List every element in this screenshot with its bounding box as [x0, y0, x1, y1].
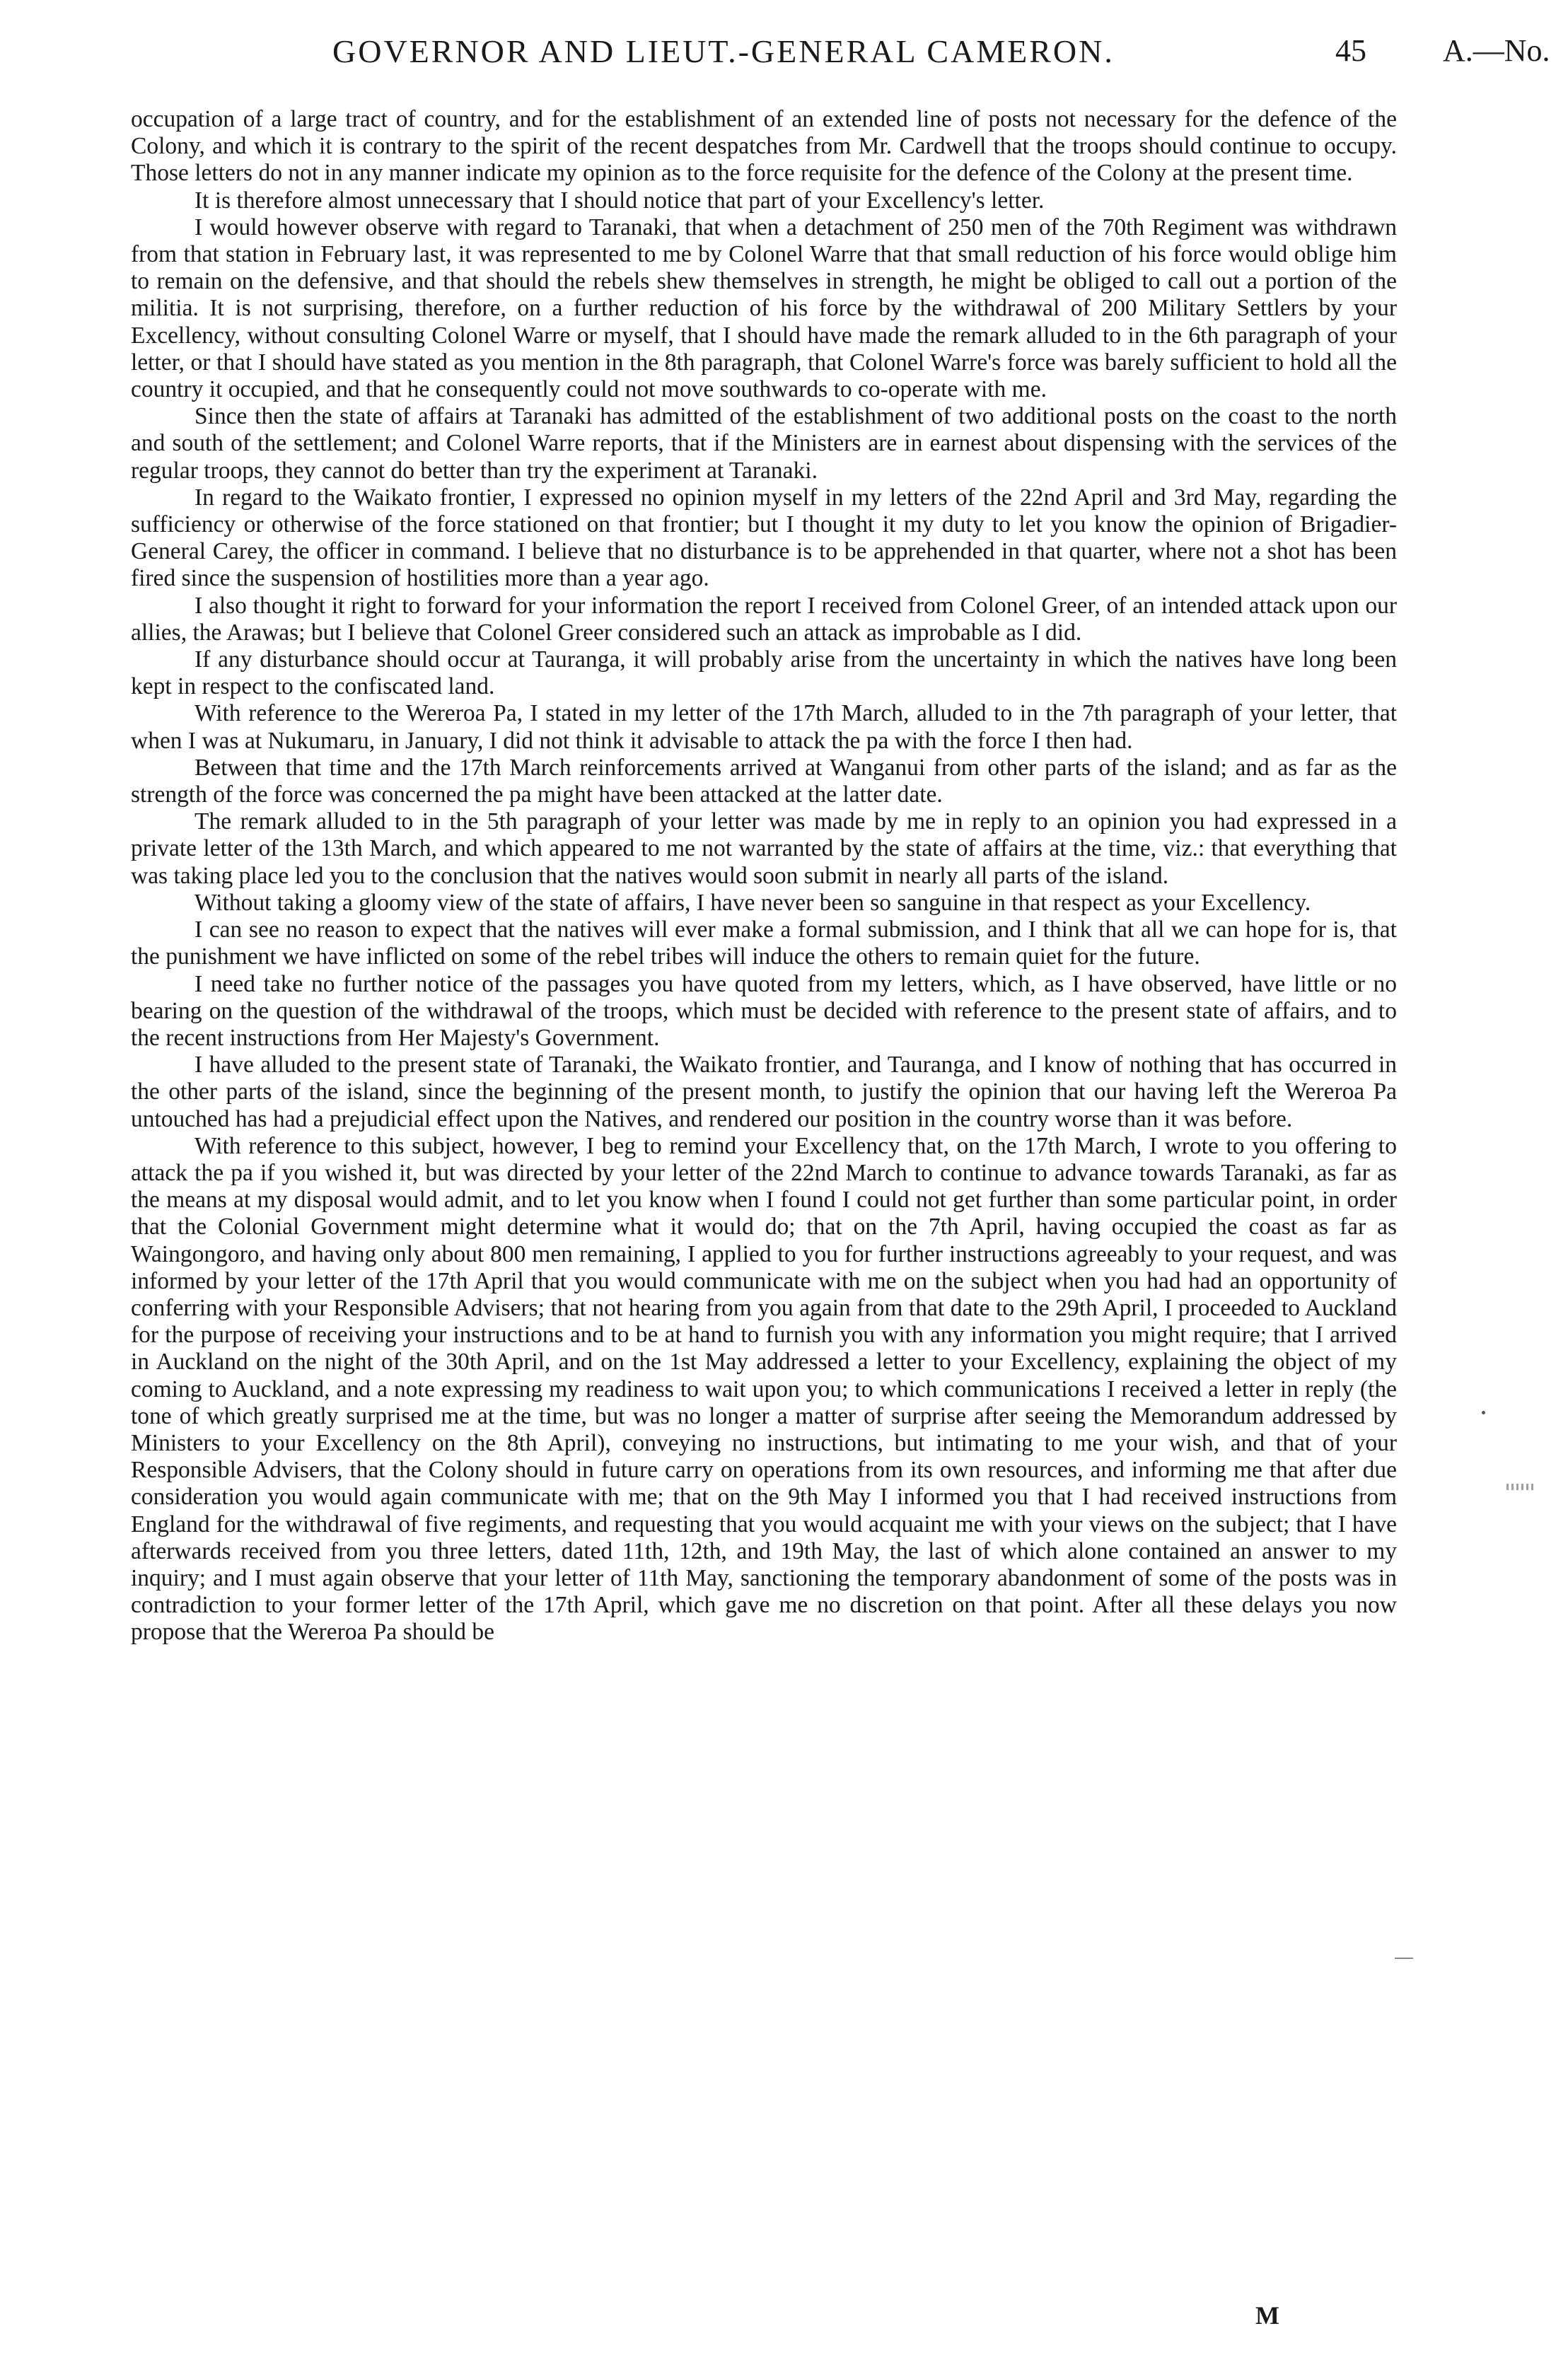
paragraph: I can see no reason to expect that the natives will ever make a formal submission, and I think that all we can hope for is, that the punishment we have inflicted on some of the rebel tribes will induce the others to remain quiet for the future.	[131, 917, 1397, 970]
page-number: 45	[1335, 33, 1366, 68]
margin-speck	[1482, 1411, 1485, 1414]
printer-signature-mark: M	[1255, 2301, 1279, 2330]
paragraph: I also thought it right to forward for your information the report I received from Colonel Greer, of an intended attack upon our allies, the Arawas; but I believe that Colonel Greer considered such an attack as improbable as I did.	[131, 592, 1397, 646]
paragraph: I have alluded to the present state of Taranaki, the Waikato frontier, and Tauranga, and I know of nothing that has occurred in the other parts of the island, since the beginning of the present month, to justify the opinion that our having left the Wereroa Pa untouched has had a prejudicial effect upon the Natives, and rendered our position in the country worse than it was before.	[131, 1052, 1397, 1132]
paragraph: I need take no further notice of the passages you have quoted from my letters, which, as I have observed, have little or no bearing on the question of the withdrawal of the troops, which must be decided with reference to the present state of affairs, and to the recent instructions from Her Majesty's Government.	[131, 970, 1397, 1051]
letter-body	[131, 106, 1397, 1646]
paragraph: With reference to the Wereroa Pa, I stated in my letter of the 17th March, alluded to in the 7th paragraph of your letter, that when I was at Nukumaru, in January, I did not think it advisable to attack the pa with the force I then had.	[131, 700, 1397, 754]
paragraph: Since then the state of affairs at Taranaki has admitted of the establishment of two additional posts on the coast to the north and south of the settlement; and Colonel Warre reports, that if the Ministers are in earnest about dispensing with the services of the regular troops, they cannot do better than try the experiment at Taranaki.	[131, 403, 1397, 484]
paragraph: occupation of a large tract of country, and for the establishment of an extended line of posts not necessary for the defence of the Colony, and which it is contrary to the spirit of the recent despatches from Mr. Cardwell that the troops should continue to occupy. Those letters do not in any manner indicate my opinion as to the force requisite for the defence of the Colony at the present time.	[131, 106, 1397, 187]
paragraph: If any disturbance should occur at Tauranga, it will probably arise from the uncertainty in which the natives have long been kept in respect to the confiscated land.	[131, 646, 1397, 700]
page-header	[0, 33, 1568, 82]
paragraph: In regard to the Waikato frontier, I expressed no opinion myself in my letters of the 22nd April and 3rd May, regarding the sufficiency or otherwise of the force stationed on that frontier; but I thought it my duty to let you know the opinion of Brigadier-General Carey, the officer in command. I believe that no disturbance is to be apprehended in that quarter, where not a shot has been fired since the suspension of hostilities more than a year ago.	[131, 484, 1397, 592]
paragraph: Without taking a gloomy view of the state of affairs, I have never been so sanguine in that respect as your Excellency.	[194, 889, 1311, 916]
margin-dash	[1395, 1958, 1413, 1959]
paragraph: Between that time and the 17th March reinforcements arrived at Wanganui from other parts of the island; and as far as the strength of the force was concerned the pa might have been attacked at the latter date.	[131, 754, 1397, 808]
margin-smudge	[1506, 1484, 1535, 1490]
paragraph: It is therefore almost unnecessary that I should notice that part of your Excellency's letter.	[194, 187, 1045, 214]
paragraph: With reference to this subject, however, I beg to remind your Excellency that, on the 17th March, I wrote to you offering to attack the pa if you wished it, but was directed by your letter of the 22nd March to continue to advance towards Taranaki, as far as the means at my disposal would admit, and to let you know when I found I could not get further than some particular point, in order that the Colonial Government might determine what it would do; that on the 7th April, having occupied the coast as far as Waingongoro, and having only about 800 men remaining, I applied to you for further instructions agreeably to your request, and was informed by your letter of the 17th April that you would communicate with me on the subject when you had had an opportunity of conferring with your Responsible Advisers; that not hearing from you again from that date to the 29th April, I proceeded to Auckland for the purpose of receiving your instructions and to be at hand to furnish you with any information you might require; that I arrived in Auckland on the night of the 30th April, and on the 1st May addressed a letter to your Excellency, explaining the object of my coming to Auckland, and a note expressing my readiness to wait upon you; to which communications I received a letter in reply (the tone of which greatly surprised me at the time, but was no longer a matter of surprise after seeing the Memorandum addressed by Ministers to your Excellency on the 8th April), conveying no instructions, but intimating to me your wish, and that of your Responsible Advisers, that the Colony should in future carry on operations from its own resources, and informing me that after due consideration you would again communicate with me; that on the 9th May I informed you that I had received instructions from England for the withdrawal of five regiments, and requesting that you would acquaint me with your views on the subject; that I have afterwards received from you three letters, dated 11th, 12th, and 19th May, the last of which alone contained an answer to my inquiry; and I must again observe that your letter of 11th May, sanctioning the temporary abandonment of some of the posts was in contradiction to your former letter of the 17th April, which gave me no discretion on that point. After all these delays you now propose that the Wereroa Pa should be	[131, 1132, 1397, 1646]
paragraph: I would however observe with regard to Taranaki, that when a detachment of 250 men of the 70th Regiment was withdrawn from that station in February last, it was represented to me by Colonel Warre that that small reduction of his force would oblige him to remain on the defensive, and that should the rebels shew themselves in strength, he might be obliged to call out a portion of the militia. It is not surprising, therefore, on a further reduction of his force by the withdrawal of 200 Military Settlers by your Excellency, without consulting Colonel Warre or myself, that I should have made the remark alluded to in the 6th paragraph of your letter, or that I should have stated as you mention in the 8th paragraph, that Colonel Warre's force was barely sufficient to hold all the country it occupied, and that he consequently could not move southwards to co-operate with me.	[131, 214, 1397, 403]
sessional-paper-reference: A.—No.	[1443, 33, 1550, 68]
running-title: GOVERNOR AND LIEUT.-GENERAL CAMERON.	[332, 33, 1115, 69]
paragraph: The remark alluded to in the 5th paragraph of your letter was made by me in reply to an opinion you had expressed in a private letter of the 13th March, and which appeared to me not warranted by the state of affairs at the time, viz.: that everything that was taking place led you to the conclusion that the natives would soon submit in nearly all parts of the island.	[131, 808, 1397, 889]
